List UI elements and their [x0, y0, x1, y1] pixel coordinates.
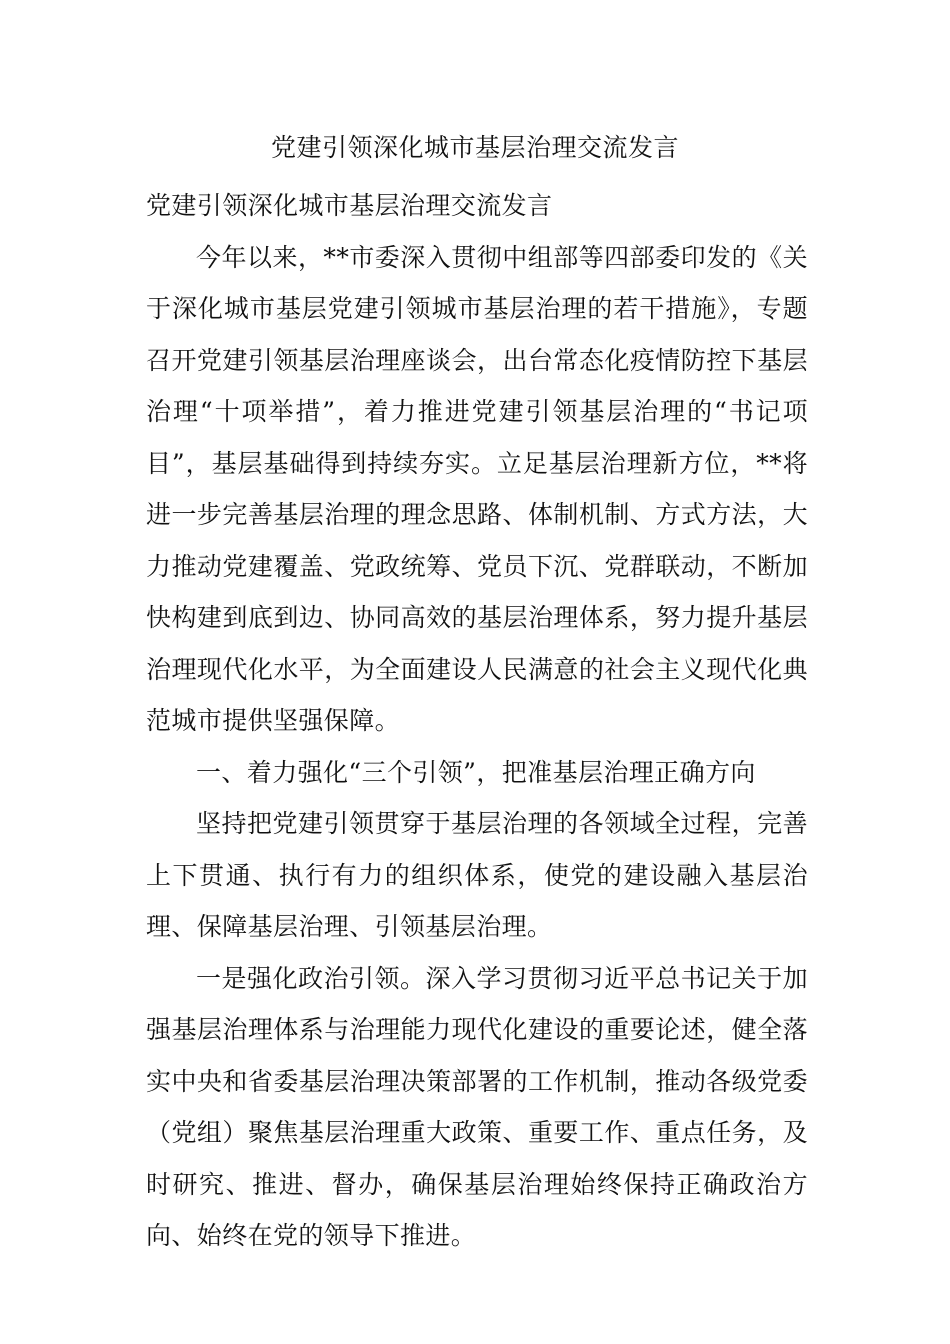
document-subtitle: 党建引领深化城市基层治理交流发言	[146, 191, 553, 220]
political-guidance-paragraph: 一是强化政治引领。深入学习贯彻习近平总书记关于加强基层治理体系与治理能力现代化建设的重要论述，健全落实中央和省委基层治理决策部署的工作机制，推动各级党委（党组）聚焦基层治理重大政策、重要工作、重点任务，及时研究、推进、督办，确保基层治理始终保持正确政治方向、始终在党的领导下推进。	[146, 963, 808, 1250]
document-title: 党建引领深化城市基层治理交流发言	[270, 133, 679, 162]
intro-paragraph: 今年以来，**市委深入贯彻中组部等四部委印发的《关于深化城市基层党建引领城市基层治理的若干措施》，专题召开党建引领基层治理座谈会，出台常态化疫情防控下基层治理“十项举措”，着力推进党建引领基层治理的“书记项目”，基层基础得到持续夯实。立足基层治理新方位，**将进一步完善基层治理的理念思路、体制机制、方式方法，大力推动党建覆盖、党政统筹、党员下沉、党群联动，不断加快构建到底到边、协同高效的基层治理体系，努力提升基层治理现代化水平，为全面建设人民满意的社会主义现代化典范城市提供坚强保障。	[146, 242, 808, 735]
document-body	[146, 180, 808, 1262]
section-heading: 一、着力强化“三个引领”，把准基层治理正确方向	[196, 757, 756, 787]
section-paragraph: 坚持把党建引领贯穿于基层治理的各领域全过程，完善上下贯通、执行有力的组织体系，使党的建设融入基层治理、保障基层治理、引领基层治理。	[146, 809, 808, 941]
